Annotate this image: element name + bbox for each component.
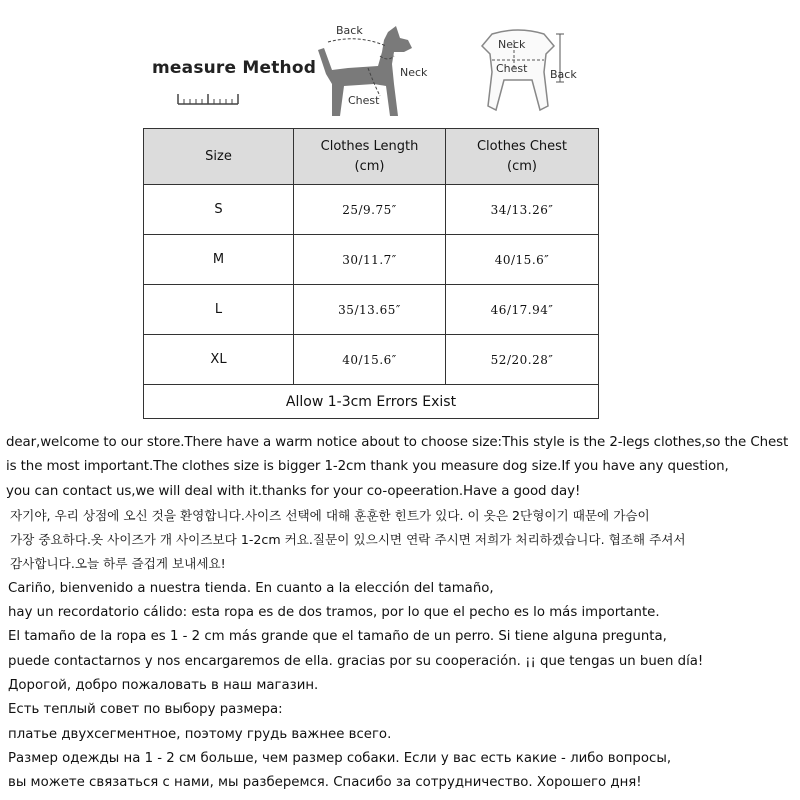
header-size: Size: [144, 129, 294, 185]
table-row: [144, 285, 599, 335]
russian-note-line: Размер одежды на 1 - 2 см больше, чем размер собаки. Если у вас есть какие - либо вопросы,: [8, 750, 672, 766]
size-chart-table: [143, 128, 599, 419]
measure-method-header: [140, 20, 620, 120]
english-note-line: you can contact us,we will deal with it.thanks for your co-opeeration.Have a good day!: [6, 483, 581, 499]
size-cell: L: [144, 285, 294, 335]
ruler-icon: [176, 90, 240, 108]
chest-cell: 46/17.94″: [446, 285, 599, 335]
shirt-neck-label: Neck: [498, 38, 526, 51]
size-cell: XL: [144, 335, 294, 385]
length-cell: 25/9.75″: [294, 185, 446, 235]
spanish-note-line: El tamaño de la ropa es 1 - 2 cm más grande que el tamaño de un perro. Si tiene alguna pregunta,: [8, 629, 667, 645]
dog-measure-illustration: [308, 20, 448, 120]
chest-cell: 34/13.26″: [446, 185, 599, 235]
korean-note-line: 감사합니다.오늘 하루 즐겁게 보내세요!: [10, 556, 226, 572]
size-cell: M: [144, 235, 294, 285]
table-row: [144, 185, 599, 235]
shirt-chest-label: Chest: [496, 62, 528, 75]
english-note-line: is the most important.The clothes size is bigger 1-2cm thank you measure dog size.If you have any question,: [6, 459, 729, 475]
dog-chest-label: Chest: [348, 94, 380, 107]
russian-note-line: Дорогой, добро пожаловать в наш магазин.: [8, 677, 319, 693]
chest-cell: 40/15.6″: [446, 235, 599, 285]
korean-note-line: 자기야, 우리 상점에 오신 것을 환영합니다.사이즈 선택에 대해 훈훈한 힌트가 있다. 이 옷은 2단형이기 때문에 가슴이: [10, 507, 650, 523]
spanish-note-line: puede contactarnos y nos encargaremos de ella. gracias por su cooperación. ¡¡ que tengas un buen día!: [8, 653, 704, 669]
dog-neck-label: Neck: [400, 66, 428, 79]
header-clothes-chest: Clothes Chest (cm): [446, 129, 599, 185]
russian-note-line: Есть теплый совет по выбору размера:: [8, 702, 283, 718]
length-cell: 30/11.7″: [294, 235, 446, 285]
header-clothes-length: Clothes Length (cm): [294, 129, 446, 185]
table-header-row: [144, 129, 599, 185]
dog-back-label: Back: [336, 24, 363, 37]
chest-cell: 52/20.28″: [446, 335, 599, 385]
russian-note-line: платье двухсегментное, поэтому грудь важнее всего.: [8, 726, 392, 742]
spanish-note-line: Cariño, bienvenido a nuestra tienda. En cuanto a la elección del tamaño,: [8, 580, 494, 596]
russian-note-line: вы можете связаться с нами, мы разберемся. Спасибо за сотрудничество. Хорошего дня!: [8, 775, 642, 791]
korean-note-line: 가장 중요하다.옷 사이즈가 개 사이즈보다 1-2cm 커요.질문이 있으시면 연락 주시면 저희가 처리하겠습니다. 협조해 주셔서: [10, 532, 686, 548]
spanish-note-line: hay un recordatorio cálido: esta ropa es de dos tramos, por lo que el pecho es lo más importante.: [8, 605, 660, 621]
measure-method-title: measure Method: [152, 58, 317, 78]
shirt-back-label: Back: [550, 68, 577, 81]
error-allowance-note: Allow 1-3cm Errors Exist: [144, 385, 599, 419]
length-cell: 40/15.6″: [294, 335, 446, 385]
table-row: [144, 335, 599, 385]
length-cell: 35/13.65″: [294, 285, 446, 335]
table-row: [144, 235, 599, 285]
size-notice-text: [6, 431, 798, 795]
size-cell: S: [144, 185, 294, 235]
english-note-line: dear,welcome to our store.There have a warm notice about to choose size:This style is the 2-legs clothes,so the Chest: [6, 435, 789, 450]
table-footer-row: [144, 385, 599, 419]
clothes-measure-illustration: [458, 20, 578, 120]
